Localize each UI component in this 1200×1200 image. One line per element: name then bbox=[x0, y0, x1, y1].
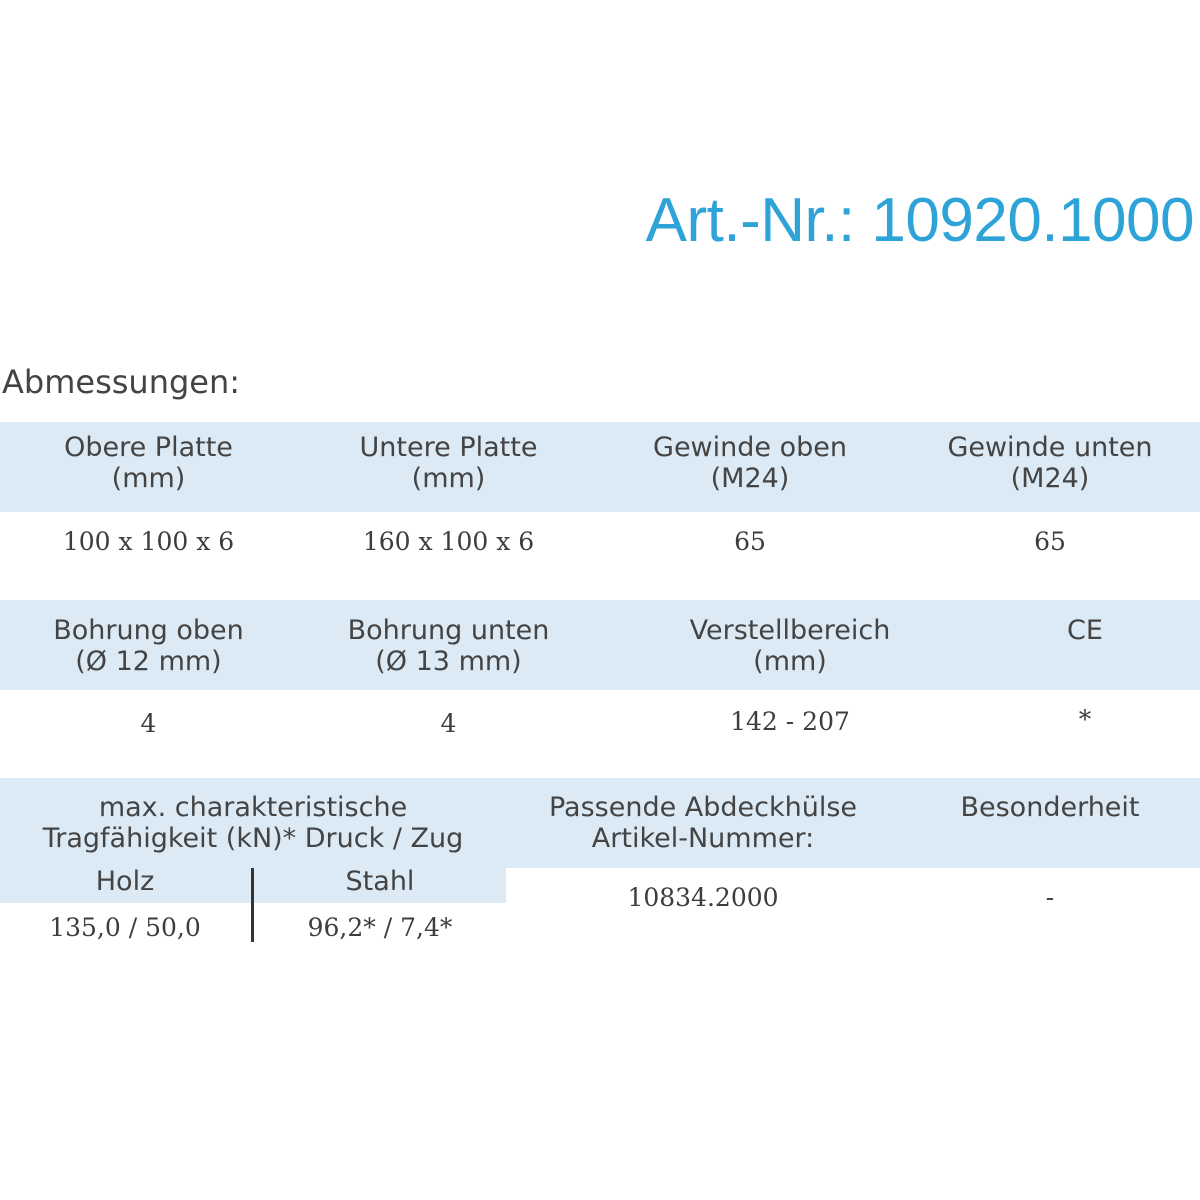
table2-header-adjustment-range: Verstellbereich (mm) bbox=[689, 615, 891, 678]
table1-value-lower-plate: 160 x 100 x 6 bbox=[362, 527, 535, 556]
table2-header-bore-top: Bohrung oben (Ø 12 mm) bbox=[53, 615, 244, 678]
table1-header-thread-top: Gewinde oben (M24) bbox=[653, 432, 847, 495]
table2-header-bore-bottom: Bohrung unten (Ø 13 mm) bbox=[347, 615, 550, 678]
table3-value-steel: 96,2* / 7,4* bbox=[307, 913, 453, 942]
table3-value-wood: 135,0 / 50,0 bbox=[49, 913, 201, 942]
table1-header-upper-plate: Obere Platte (mm) bbox=[64, 432, 233, 495]
table3-subheader-steel: Stahl bbox=[345, 866, 415, 897]
table3-header-special: Besonderheit bbox=[960, 792, 1140, 823]
article-number: Art.-Nr.: 10920.1000 bbox=[645, 186, 1194, 255]
table3-header-cover-sleeve: Passende Abdeckhülse Artikel-Nummer: bbox=[548, 792, 858, 855]
table3-header-capacity: max. charakteristische Tragfähigkeit (kN)* Druck / Zug bbox=[42, 792, 464, 855]
section-title: Abmessungen: bbox=[2, 363, 241, 401]
table2-value-adjustment-range: 142 - 207 bbox=[730, 707, 850, 736]
table1-header-lower-plate: Untere Platte (mm) bbox=[359, 432, 538, 495]
table1-value-thread-bottom: 65 bbox=[1034, 527, 1066, 556]
table1-header-thread-bottom: Gewinde unten (M24) bbox=[947, 432, 1153, 495]
table3-value-special: - bbox=[1045, 883, 1055, 912]
table2-value-bore-bottom: 4 bbox=[440, 709, 457, 738]
table2-value-ce: * bbox=[1078, 705, 1092, 734]
table3-value-cover-sleeve: 10834.2000 bbox=[627, 883, 779, 912]
table2-header-ce: CE bbox=[1067, 615, 1103, 646]
table1-value-upper-plate: 100 x 100 x 6 bbox=[62, 527, 235, 556]
table2-value-bore-top: 4 bbox=[140, 709, 157, 738]
table1-value-thread-top: 65 bbox=[734, 527, 766, 556]
table3-subheader-wood: Holz bbox=[95, 866, 155, 897]
